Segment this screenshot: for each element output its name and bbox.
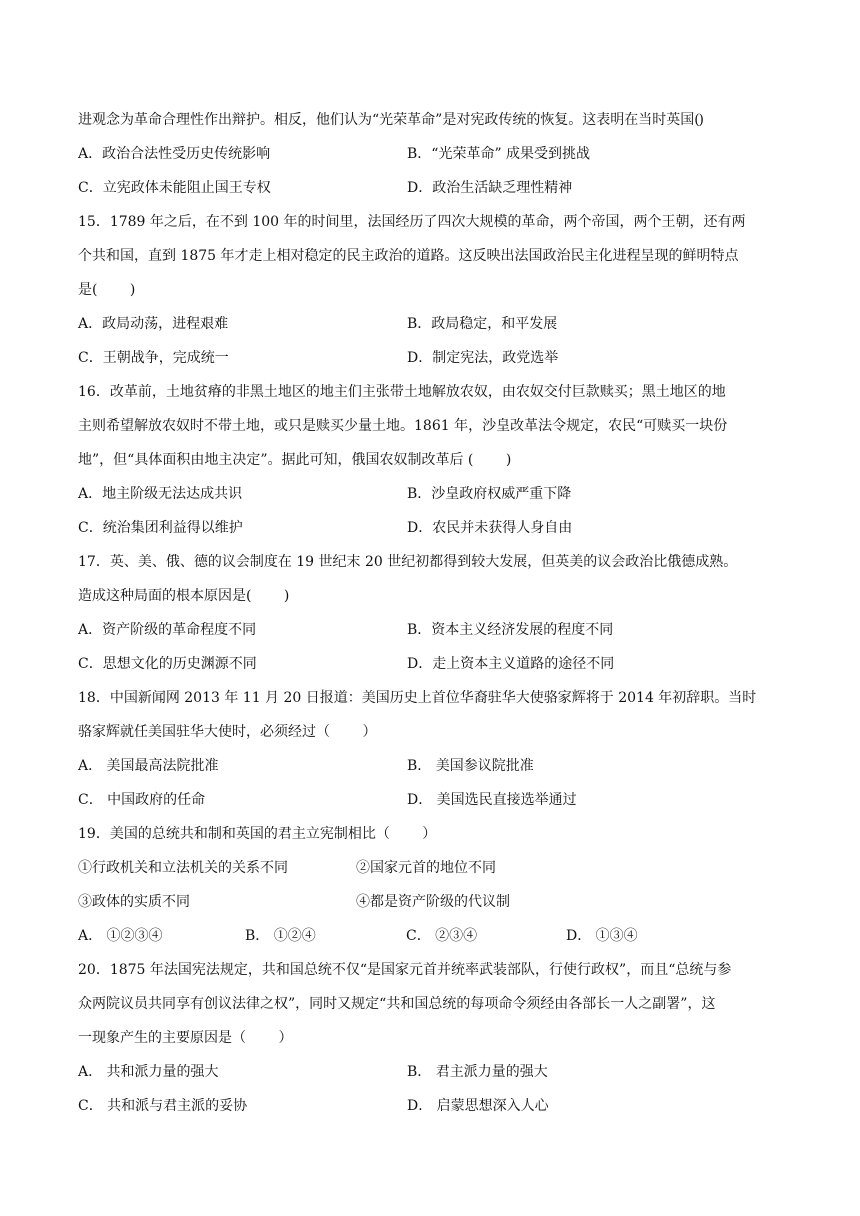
q16-option-c[interactable]: C．统治集团利益得以维护 — [78, 520, 243, 536]
q15-option-d[interactable]: D．制定宪法，政党选举 — [407, 350, 559, 366]
q20-stem-line-2: 众两院议员共同享有创议法律之权”，同时又规定“共和国总统的每项命令须经由各部长一人之副署”，这 — [78, 996, 716, 1012]
q17-option-d[interactable]: D．走上资本主义道路的途径不同 — [407, 656, 615, 672]
q16-stem-line-2: 主则希望解放农奴时不带土地，或只是赎买少量土地。1861 年，沙皇改革法令规定，农民“可赎买一块份 — [78, 418, 728, 434]
q17-option-c[interactable]: C．思想文化的历史渊源不同 — [78, 656, 257, 672]
q18-option-d[interactable]: D． 美国选民直接选举通过 — [407, 792, 577, 808]
q17-option-b[interactable]: B．资本主义经济发展的程度不同 — [407, 622, 614, 638]
q15-option-c[interactable]: C．王朝战争，完成统一 — [78, 350, 229, 366]
q20-option-d[interactable]: D． 启蒙思想深入人心 — [407, 1098, 549, 1114]
q18-option-c[interactable]: C． 中国政府的任命 — [78, 792, 206, 808]
q14-close-paren: ) — [698, 112, 704, 128]
q14-option-d[interactable]: D．政治生活缺乏理性精神 — [407, 180, 573, 196]
q15-option-b[interactable]: B．政局稳定，和平发展 — [407, 316, 558, 332]
q14-option-b[interactable]: B．“光荣革命” 成果受到挑战 — [407, 146, 591, 162]
q19-option-a[interactable]: A． ①②③④ — [78, 928, 163, 944]
q20-stem-line-3: 一现象产生的主要原因是（ ） — [78, 1030, 293, 1046]
q19-item-1: ①行政机关和立法机关的关系不同 — [78, 860, 288, 876]
q20-option-b[interactable]: B． 君主派力量的强大 — [407, 1064, 548, 1080]
q20-option-c[interactable]: C． 共和派与君主派的妥协 — [78, 1098, 248, 1114]
q17-stem-line-2: 造成这种局面的根本原因是( ) — [78, 588, 290, 604]
q14-stem-text: 进观念为革命合理性作出辩护。相反，他们认为“光荣革命”是对宪政传统的恢复。这表明在当时英国( — [78, 112, 700, 128]
q18-option-a[interactable]: A． 美国最高法院批准 — [78, 758, 219, 774]
q19-option-d[interactable]: D． ①③④ — [566, 928, 638, 944]
q16-option-b[interactable]: B．沙皇政府权威严重下降 — [407, 486, 572, 502]
q15-stem-line-3: 是( ) — [78, 282, 136, 298]
q16-option-d[interactable]: D．农民并未获得人身自由 — [407, 520, 573, 536]
q14-option-c[interactable]: C．立宪政体未能阻止国王专权 — [78, 180, 271, 196]
q16-stem-line-1: 16．改革前，土地贫瘠的非黑土地区的地主们主张带土地解放农奴，由农奴交付巨款赎买；黑土地区的地 — [78, 384, 726, 400]
q19-option-c[interactable]: C． ②③④ — [406, 928, 478, 944]
q18-option-b[interactable]: B． 美国参议院批准 — [407, 758, 534, 774]
q18-stem-line-2: 骆家辉就任美国驻华大使时，必须经过（ ） — [78, 724, 377, 740]
q19-item-2: ②国家元首的地位不同 — [356, 860, 496, 876]
q14-stem — [78, 110, 782, 130]
q16-stem-line-3: 地”，但“具体面积由地主决定”。据此可知，俄国农奴制改革后 ( ) — [78, 452, 512, 468]
q20-stem-line-1: 20．1875 年法国宪法规定，共和国总统不仅“是国家元首并统率武装部队，行使行政权”，而且“总统与参 — [78, 962, 732, 978]
q15-stem-line-2: 个共和国，直到 1875 年才走上相对稳定的民主政治的道路。这反映出法国政治民主化进程呈现的鲜明特点 — [78, 248, 739, 264]
q20-option-a[interactable]: A． 共和派力量的强大 — [78, 1064, 219, 1080]
q15-option-a[interactable]: A．政局动荡，进程艰难 — [78, 316, 229, 332]
q17-option-a[interactable]: A．资产阶级的革命程度不同 — [78, 622, 257, 638]
q19-option-b[interactable]: B． ①②④ — [245, 928, 316, 944]
q14-option-a[interactable]: A．政治合法性受历史传统影响 — [78, 146, 271, 162]
q17-stem-line-1: 17．英、美、俄、德的议会制度在 19 世纪末 20 世纪初都得到较大发展，但英美的议会政治比俄德成熟。 — [78, 554, 738, 570]
q15-stem-line-1: 15．1789 年之后，在不到 100 年的时间里，法国经历了四次大规模的革命，两个帝国，两个王朝，还有两 — [78, 214, 746, 230]
q19-stem: 19．美国的总统共和制和英国的君主立宪制相比（ ） — [78, 826, 437, 842]
q16-option-a[interactable]: A．地主阶级无法达成共识 — [78, 486, 243, 502]
q19-item-3: ③政体的实质不同 — [78, 894, 190, 910]
q19-item-4: ④都是资产阶级的代议制 — [356, 894, 510, 910]
q18-stem-line-1: 18．中国新闻网 2013 年 11 月 20 日报道：美国历史上首位华裔驻华大使骆家辉将于 2014 年初辞职。当时 — [78, 690, 757, 706]
